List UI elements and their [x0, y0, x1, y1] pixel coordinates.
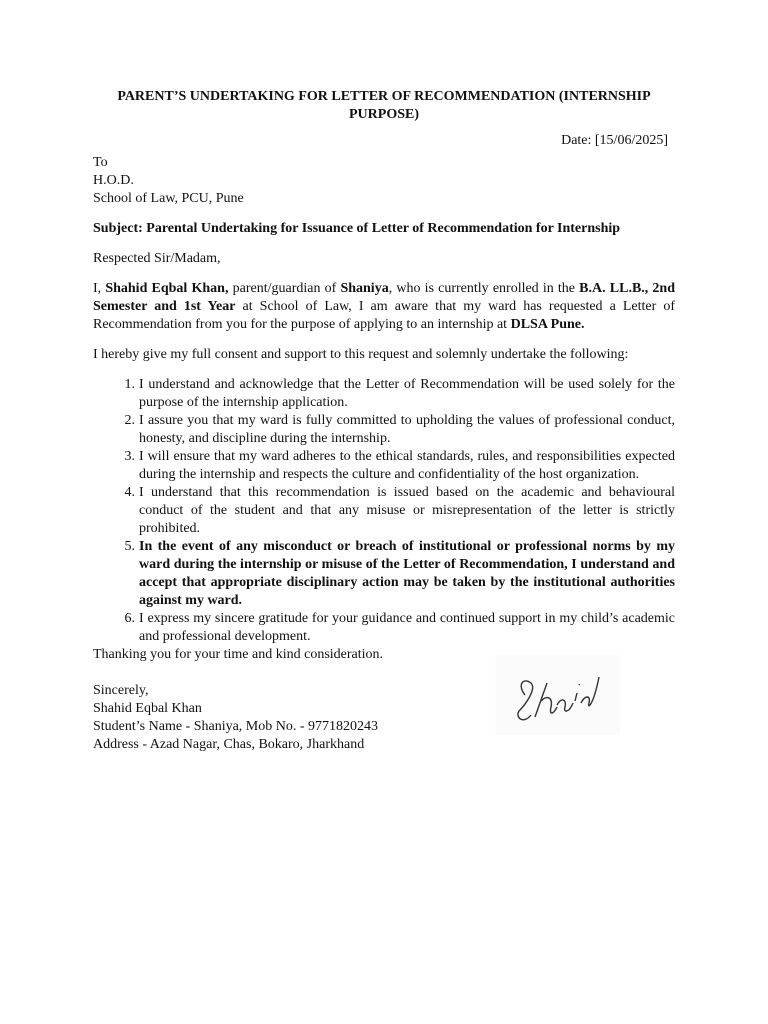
- intro-paragraph: [93, 280, 675, 334]
- list-item-text: In the event of any misconduct or breach of institutional or professional norms by my ward during the internship or misuse of the Letter of Recommendation, I understand and accept that appropriate disciplinary action may be taken by the institutional authorities against my ward.: [139, 539, 675, 608]
- undertakings-list: [93, 376, 675, 646]
- closing-student-contact: Student’s Name - Shaniya, Mob No. - 9771820243: [93, 719, 379, 734]
- closing-parent-name: Shahid Eqbal Khan: [93, 701, 202, 716]
- salutation: Respected Sir/Madam,: [93, 251, 221, 266]
- list-item-text: I will ensure that my ward adheres to the ethical standards, rules, and responsibilities expected during the internship and respects the culture and confidentiality of the host organization.: [139, 449, 675, 482]
- list-item-text: I understand and acknowledge that the Letter of Recommendation will be used solely for the purpose of the internship application.: [139, 377, 675, 410]
- list-item: [124, 610, 675, 646]
- course-name: B.A. LL.B., 2nd Semester and 1st Year: [93, 281, 676, 314]
- list-item-text: I express my sincere gratitude for your guidance and continued support in my child’s academic and professional development.: [139, 611, 675, 644]
- list-item-number: 2.: [124, 413, 135, 428]
- list-item: [124, 448, 675, 484]
- list-item-number: 6.: [124, 611, 135, 626]
- list-item-number: 1.: [124, 377, 135, 392]
- thanks-line: Thanking you for your time and kind consideration.: [93, 647, 384, 662]
- closing-address: Address - Azad Nagar, Chas, Bokaro, Jharkhand: [93, 737, 365, 752]
- list-item-number: 4.: [124, 485, 135, 500]
- list-item: [124, 484, 675, 538]
- list-item: [124, 538, 675, 610]
- intro-text-1: I,: [93, 281, 106, 296]
- parent-name: Shahid Eqbal Khan,: [105, 281, 229, 296]
- recipient-line-school: School of Law, PCU, Pune: [93, 191, 244, 206]
- list-item: [124, 412, 675, 448]
- consent-paragraph: I hereby give my full consent and support to this request and solemnly undertake the following:: [93, 347, 629, 362]
- intro-text-2: parent/guardian of: [228, 281, 341, 296]
- organization-name: DLSA Pune.: [510, 317, 585, 332]
- student-name: Shaniya: [340, 281, 389, 296]
- recipient-line-hod: H.O.D.: [93, 173, 134, 188]
- date-label: Date: [15/06/2025]: [561, 133, 668, 148]
- list-item: [124, 376, 675, 412]
- subject-line: Subject: Parental Undertaking for Issuance of Letter of Recommendation for Internship: [93, 221, 621, 236]
- list-item-number: 5.: [124, 539, 135, 554]
- recipient-line-to: To: [93, 155, 108, 170]
- recipient-block: [93, 154, 675, 208]
- intro-text-4: at School of Law, I am aware that my ward has requested a Letter of Recommendation from you for the purpose of applying to an internship at: [93, 299, 675, 332]
- list-item-text: I assure you that my ward is fully committed to upholding the values of professional conduct, honesty, and discipline during the internship.: [139, 413, 675, 446]
- handwritten-signature: [495, 655, 620, 735]
- document-title: PARENT’S UNDERTAKING FOR LETTER OF RECOMMENDATION (INTERNSHIP PURPOSE): [117, 89, 651, 122]
- closing-sincerely: Sincerely,: [93, 683, 149, 698]
- intro-text-3: , who is currently enrolled in the: [388, 281, 580, 296]
- list-item-number: 3.: [124, 449, 135, 464]
- list-item-text: I understand that this recommendation is issued based on the academic and behavioural conduct of the student and that any misuse or misrepresentation of the letter is strictly prohibited.: [139, 485, 675, 536]
